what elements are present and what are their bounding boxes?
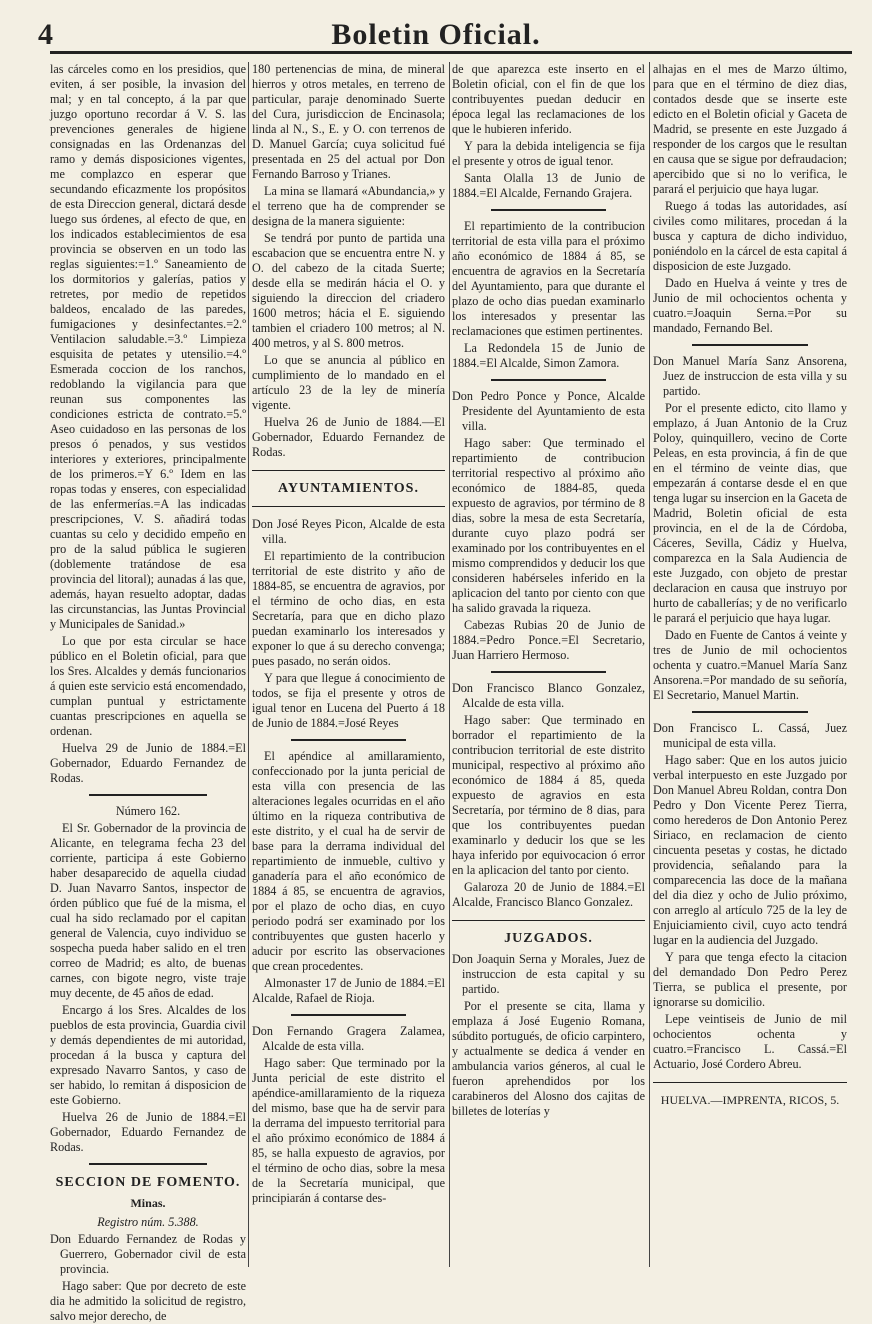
paragraph: El repartimiento de la contribucion territorial de este distrito y año de 1884-85, se encuentra de agravios, por el término de ocho dias, en esta Secretaría, para que en dicho plazo puedan examinarlo los interesados y exponer lo que á su derecho convenga; pues pasado, no serán oidos. [252, 549, 445, 668]
notice-number: Número 162. [115, 804, 181, 818]
paragraph: de que aparezca este inserto en el Boletin oficial, con el fin de que los contribuyentes puedan deducir en época legal las reclamaciones de los que le hubieren inferido. [452, 62, 645, 136]
column-divider [449, 62, 450, 1267]
paragraph: Por el presente se cita, llama y emplaza á José Eugenio Romana, súbdito portugués, de oficio carpintero, y actualmente se dedica á vender en ambulancia varios géneros, al cual le fueron aprehendidos por los carabineros del Alosno dos cajitas de billetes de loterías y [452, 999, 645, 1118]
signature: Huelva 26 de Junio de 1884.—El Gobernador, Eduardo Fernandez de Rodas. [252, 415, 445, 459]
printer-imprint: HUELVA.—IMPRENTA, RICOS, 5. [660, 1093, 840, 1107]
paragraph: Por el presente edicto, cito llamo y emplazo, á Juan Antonio de la Cruz Poloy, quinquillero, vecino de Corte Peleas, en esta provincia, á fin de que en el término de veinte dias, que empezarán á contarse desde el en que tenga lugar su insercion en la Gaceta de Madrid, Boletin oficial de esta provincia, en el de la de Córdoba, Cáceres, Sevilla, Cádiz y Huelva, comparezca en la Sala Audiencia de este Juzgado, con objeto de prestar declaracion en causa que instruyo por hurto de caballerías; y de no verificarlo le parará el perjuicio que haya lugar. [653, 401, 847, 625]
paragraph: Encargo á los Sres. Alcaldes de los pueblos de esta provincia, Guardia civil y demás dependientes de mi autoridad, procedan á la busca y captura del expresado Navarro Santos, y caso de ser habido, lo remitan á disposicion de este Gobierno. [50, 1003, 246, 1107]
official-name: Don Pedro Ponce y Ponce, Alcalde Presidente del Ayuntamiento de esta villa. [452, 389, 645, 433]
paragraph: Lo que por esta circular se hace público en el Boletin oficial, para que los Sres. Alcaldes y demás funcionarios á quien este servicio está encomendado, cumplan puntual y estrictamente cuantas prescripciones en aquella se ordenan. [50, 634, 246, 738]
signature: Almonaster 17 de Junio de 1884.=El Alcalde, Rafael de Rioja. [252, 976, 445, 1005]
column-divider [248, 62, 249, 1267]
paragraph: 180 pertenencias de mina, de mineral hierros y otros metales, en terreno de particular, paraje denominado Suerte del Cura, jurisdiccion de Encinasola; linda al N., S., E. y O. con terrenos de D. Manuel García; cuya solicitud fué presentada en 25 del actual por Don Fernando Barroso y Trianes. [252, 62, 445, 181]
signature: Huelva 29 de Junio de 1884.=El Gobernador, Eduardo Fernandez de Rodas. [50, 741, 246, 785]
column-divider [649, 62, 650, 1267]
paragraph: El Sr. Gobernador de la provincia de Alicante, en telegrama fecha 23 del corriente, participa á este Gobierno haber desaparecido de aquella ciudad D. Juan Navarro Santos, inspector de órden público que fué de la misma, el cual ha sido reclamado por el capitan general de Valencia, cuyo individuo se sospecha pueda haber salido en el tren correo de Madrid; es alto, de buenas carnes, con bigote negro, viste traje muy decente, de 45 años de edad. [50, 821, 246, 1000]
paragraph: Lo que se anuncia al público en cumplimiento de lo mandado en el artículo 23 de la ley de minería vigente. [252, 353, 445, 412]
publication-title: Boletin Oficial. [331, 18, 541, 51]
official-name: Don Eduardo Fernandez de Rodas y Guerrero, Gobernador civil de esta provincia. [50, 1232, 246, 1276]
column-3 [452, 62, 645, 1267]
signature: Cabezas Rubias 20 de Junio de 1884.=Pedro Ponce.=El Secretario, Juan Harriero Hermoso. [452, 618, 645, 662]
official-name: Don Joaquin Serna y Morales, Juez de instruccion de esta capital y su partido. [452, 952, 645, 996]
paragraph: El repartimiento de la contribucion territorial de esta villa para el próximo año económico de 1884 á 85, se encuentra de agravios en la Secretaría del Ayuntamiento, para que durante el plazo de ocho dias puedan examinarlo los interesados y presentar las reclamaciones que estimen pertinentes. [452, 219, 645, 338]
separator [291, 1014, 407, 1016]
separator [89, 1163, 207, 1165]
paragraph: Se tendrá por punto de partida una escabacion que se encuentra entre N. y O. del cabezo de la citada Suerte; desde ella se medirán hácia el O. y siguiendo la direccion del criadero 1600 metros; hácia el E. siguiendo tambien el criadero 100 metros; al N. 400 metros, y al S. 800 metros. [252, 231, 445, 350]
signature: Santa Olalla 13 de Junio de 1884.=El Alcalde, Fernando Grajera. [452, 171, 645, 200]
page-number: 4 [38, 18, 53, 51]
separator [692, 344, 808, 346]
separator [291, 739, 407, 741]
paragraph: Hago saber: Que terminado el repartimiento de contribucion territorial respectivo al próximo año económico de 1884-85, queda expuesto de agravios, por término de 8 dias, sobre la mesa de esta Secretaría, durante cuyo plazo podrá ser examinado por los contribuyentes en el mismo comprendidos y deducir los que consideren habérseles inferido en la aplicacion del tanto por ciento con que ha salido gravada la riqueza. [452, 436, 645, 615]
separator [653, 1082, 847, 1083]
column-1 [50, 62, 246, 1323]
subsection-heading: Minas. [130, 1196, 166, 1210]
paragraph: La mina se llamará «Abundancia,» y el terreno que ha de comprender se designa de la manera siguiente: [252, 184, 445, 228]
separator [252, 470, 445, 471]
official-name: Don Francisco Blanco Gonzalez, Alcalde de esta villa. [452, 681, 645, 710]
paragraph: Y para la debida inteligencia se fija el presente y otros de igual tenor. [452, 139, 645, 168]
signature: Huelva 26 de Junio de 1884.=El Gobernador, Eduardo Fernandez de Rodas. [50, 1110, 246, 1154]
signature: Dado en Huelva á veinte y tres de Junio de mil ochocientos ochenta y cuatro.=Joaquin Serna.=Por su mandado, Fernando Bel. [653, 276, 847, 335]
paragraph: Hago saber: Que en los autos juicio verbal interpuesto en este Juzgado por Don Manuel Abreu Roldan, contra Don Pedro y Don Vicente Perez Tierra, como herederos de Don Antonio Perez Siriaco, en reclamacion de ciento cincuenta pesetas y costas, he dictado providencia, señalando para la comparecencia las doce de la mañana del dia diez y ocho de Julio próximo, con arreglo al artículo 725 de la ley de Enjuiciamiento civil, cuyo acto tendrá lugar en la audiencia del Juzgado. [653, 753, 847, 947]
paragraph: alhajas en el mes de Marzo último, para que en el término de diez dias, contados desde que se inserte este edicto en el Boletin oficial y Gaceta de Madrid, se presente en este Juzgado á responder de los cargos que le resultan en causa que se sigue por defraudacion; apercibido que si no lo verifica, le parará el perjuicio que haya lugar. [653, 62, 847, 196]
separator [491, 671, 607, 673]
paragraph: Y para que llegue á conocimiento de todos, se fija el presente y otros de igual tenor en Lucena del Puerto á 18 de Junio de 1884.=José Reyes [252, 671, 445, 730]
registry-number: Registro núm. 5.388. [97, 1215, 199, 1229]
signature: Lepe veintiseis de Junio de mil ochocientos ochenta y cuatro.=Francisco L. Cassá.=El Actuario, José Cordero Abreu. [653, 1012, 847, 1071]
official-name: Don Manuel María Sanz Ansorena, Juez de instruccion de esta villa y su partido. [653, 354, 847, 398]
paragraph: Hago saber: Que por decreto de este dia he admitido la solicitud de registro, salvo mejor derecho, de [50, 1279, 246, 1323]
page-header [30, 12, 842, 52]
separator [491, 209, 607, 211]
separator [491, 379, 607, 381]
column-2 [252, 62, 445, 1267]
column-4 [653, 62, 847, 1267]
official-name: Don José Reyes Picon, Alcalde de esta villa. [252, 517, 445, 546]
separator [692, 711, 808, 713]
paragraph: Ruego á todas las autoridades, así civiles como militares, procedan á la busca y captura de dicho individuo, poniéndolo en la cárcel de esta capital á disposicion de este Juzgado. [653, 199, 847, 273]
official-name: Don Francisco L. Cassá, Juez municipal de esta villa. [653, 721, 847, 750]
separator [452, 920, 645, 921]
paragraph: Hago saber: Que terminado en borrador el repartimiento de la contribucion territorial de este distrito municipal, respectivo al próximo año económico de 1884 á 85, queda expuesto de agravios en esta Secretaría, por término de 8 dias, para que los contribuyentes puedan examinarlo y deducir los que se les haya inferido por equivocacion ó error en la aplicacion del tanto por ciento. [452, 713, 645, 877]
paragraph: Hago saber: Que terminado por la Junta pericial de este distrito el apéndice-amillaramiento de la riqueza del mismo, base que ha de servir para la derrama del impuesto territorial para el año próximo económico de 1884 á 85, se halla expuesto de agravios, por el término de ocho dias, sobre la mesa de la Secretaría municipal, que principiarán á contarse des- [252, 1056, 445, 1205]
section-heading: SECCION DE FOMENTO. [55, 1175, 241, 1190]
separator [89, 794, 207, 796]
paragraph: Y para que tenga efecto la citacion del demandado Don Pedro Perez Tierra, se publica el presente, por ignorarse su domicilio. [653, 950, 847, 1009]
paragraph: El apéndice al amillaramiento, confeccionado por la junta pericial de esta villa con presencia de las alteraciones legales ocurridas en el año último en la riqueza contributiva de este distrito, y el cual ha de servir de base para la derrama individual del repartimiento de inmueble, cultivo y ganadería para el año económico de 1884 á 85, se encuentra de agravios, por el plazo de ocho dias, en cuyo periodo podrá ser examinado por los contribuyentes que gusten hacerlo y aducir por escrito las observaciones que crean procedentes. [252, 749, 445, 973]
signature: Dado en Fuente de Cantos á veinte y tres de Junio de mil ochocientos ochenta y cuatro.=Manuel María Sanz Ansorena.=Por mandado de su señoría, El Secretario, Manuel Martin. [653, 628, 847, 702]
section-heading: JUZGADOS. [504, 931, 593, 946]
header-rule [50, 51, 852, 54]
signature: Galaroza 20 de Junio de 1884.=El Alcalde, Francisco Blanco Gonzalez. [452, 880, 645, 909]
paragraph: las cárceles como en los presidios, que eviten, á ser posible, la invasion del mal; y en tal concepto, á la par que juzgo oportuno recordar á V. S. las prevenciones generales de higiene consignadas en las Ordenanzas del ramo y demás disposiciones vigentes, me complazco en esperar que secundando eficazmente los propósitos de esta Direccion general, dictará desde luego sus órdenes, al efecto de que, en los indicados establecimientos de esa provincia se observen en un todo las reglas siguientes:=1.º Saneamiento de los dormitorios y galerías, patios y retretes, por medio de repetidos baldeos, encalado de las paredes, fumigaciones y desinfectantes.=2.º Ventilacion saludable.=3.º Limpieza esquisita de petates y utensilio.=4.º Esmerada coccion de los ranchos, redoblando la vigilancia para que reunan sus componentes las condiciones estricta de contrato.=5.º Aseo cuidadoso en las personas de los presos ó penados, y sus vestidos interiores y exteriores, principalmente de los primeros.=Y 6.º Idem en las ropas todas y enseres, con especialidad de las enfermerías.=A las indicadas prescripciones, V. S. añadirá todas cuantas su celo y decidido empeño en pro de la salud pública le sugieren (doblemente tratándose de esa provincia del litoral); aunadas á las que, además, hayan resuelto adoptar, dadas las circunstancias, las Juntas Provincial y Municipales de Sanidad.» [50, 62, 246, 631]
signature: La Redondela 15 de Junio de 1884.=El Alcalde, Simon Zamora. [452, 341, 645, 370]
separator [252, 506, 445, 507]
official-name: Don Fernando Gragera Zalamea, Alcalde de esta villa. [252, 1024, 445, 1053]
section-heading: AYUNTAMIENTOS. [278, 481, 419, 496]
